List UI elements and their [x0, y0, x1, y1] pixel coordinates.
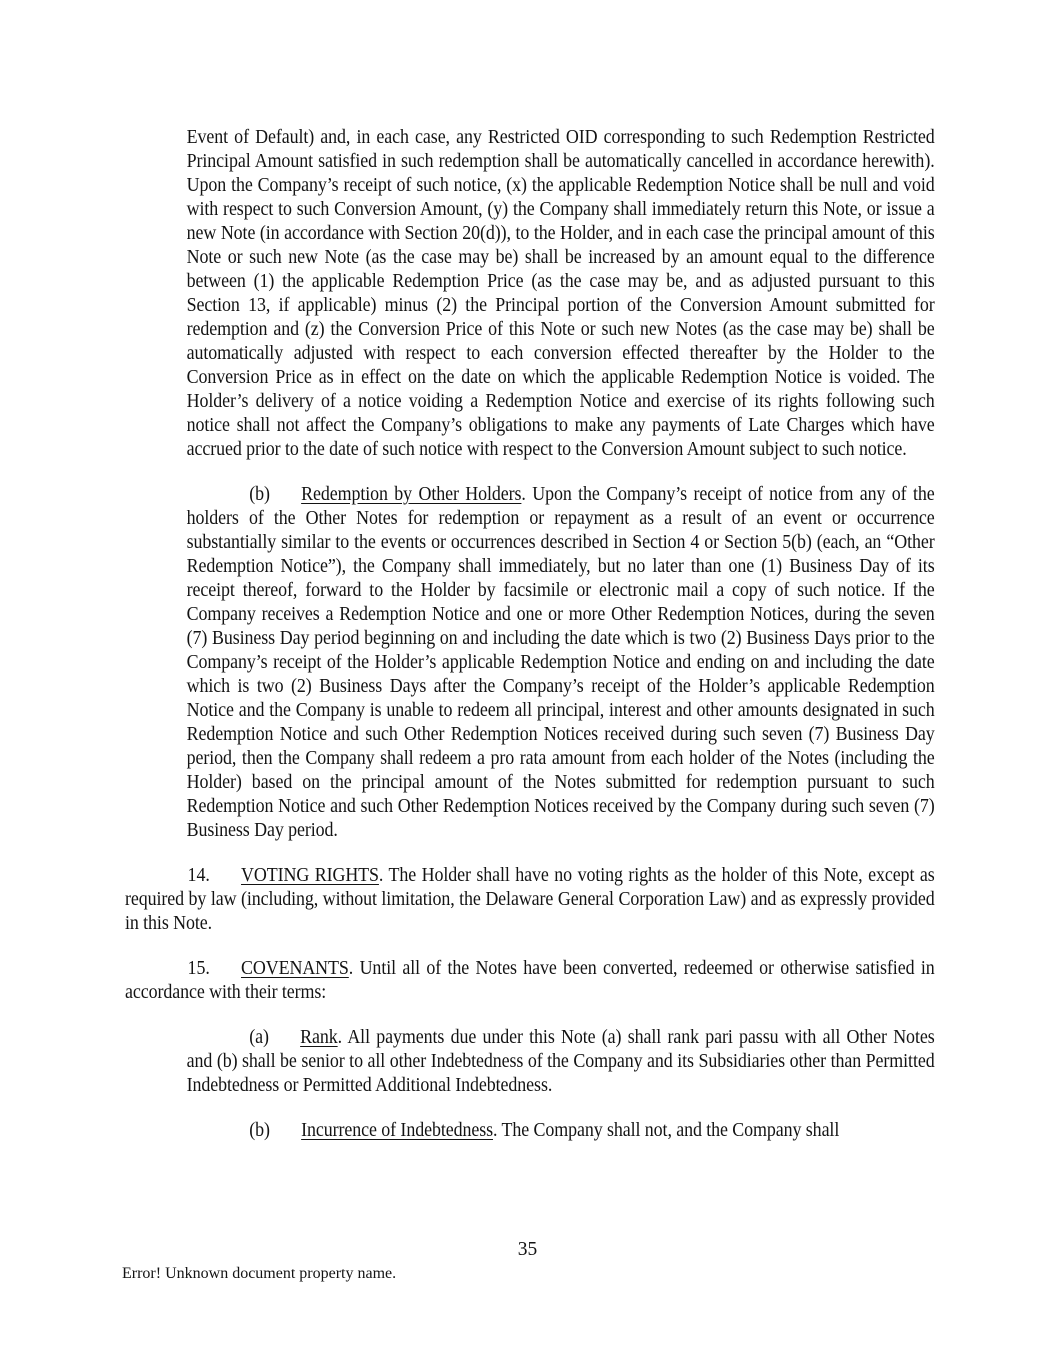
clause-heading: Incurrence of Indebtedness — [301, 1120, 493, 1141]
paragraph-covenant-incurrence-of-indebtedness — [187, 1119, 935, 1143]
section-body: . The Holder shall have no voting rights as the holder of this Note, except as required by law (including, without limitation, the Delaware General Corporation Law) and as expressly provided in this Note. — [125, 865, 935, 934]
document-text-column — [125, 126, 935, 1164]
clause-label: (a) — [249, 1027, 269, 1048]
footer-error-note: Error! Unknown document property name. — [122, 1265, 397, 1282]
clause-body: . The Company shall not, and the Company shall — [493, 1120, 840, 1141]
clause-body: . All payments due under this Note (a) shall rank pari passu with all Other Notes and (b) shall be senior to all other Indebtedness of the Company and its Subsidiaries other than Permitted Indebtedness or Permitted Additional Indebtedness. — [186, 1027, 935, 1096]
section-number: 15. — [187, 958, 210, 979]
clause-label: (b) — [249, 1120, 270, 1141]
section-body: . Until all of the Notes have been converted, redeemed or otherwise satisfied in accordance with their terms: — [125, 958, 935, 1003]
section-heading: COVENANTS — [240, 958, 349, 979]
paragraph-redemption-continuation — [187, 126, 935, 462]
paragraph-section-15-covenants — [125, 957, 935, 1005]
continuation-text: Event of Default) and, in each case, any Restricted OID corresponding to such Redemption Restricted Principal Amount satisfied in such redemption shall be automatically cancelled in accordance herewith). Upon the Company’s receipt of such notice, (x) the applicable Redemption Notice shall be null and void with respect to such Conversion Amount, (y) the Company shall immediately return this Note, or issue a new Note (in accordance with Section 20(d)), to the Holder, and in each case the principal amount of this Note or such new Note (as the case may be) shall be increased by an amount equal to the difference between (1) the applicable Redemption Price (as the case may be, and as adjusted pursuant to this Section 13, if applicable) minus (2) the Principal portion of the Conversion Amount submitted for redemption and (z) the Conversion Price of this Note or such new Notes (as the case may be) shall be automatically adjusted with respect to each conversion effected thereafter by the Holder to the Conversion Price as in effect on the date on which the applicable Redemption Notice is voided. The Holder’s delivery of a notice voiding a Redemption Notice and exercise of its rights following such notice shall not affect the Company’s obligations to make any payments of Late Charges which have accrued prior to the date of such notice with respect to the Conversion Amount subject to such notice. — [186, 127, 935, 460]
clause-label: (b) — [249, 484, 270, 505]
clause-heading: Rank — [300, 1027, 338, 1048]
clause-heading: Redemption by Other Holders — [301, 484, 522, 505]
clause-body: . Upon the Company’s receipt of notice from any of the holders of the Other Notes for redemption or repayment as a result of an event or occurrence substantially similar to the events or occurrences described in Section 4 or Section 5(b) (each, an “Other Redemption Notice”), the Company shall immediately, but no later than one (1) Business Day of its receipt thereof, forward to the Holder by facsimile or electronic mail a copy of such notice. If the Company receives a Redemption Notice and one or more Other Redemption Notices, during the seven (7) Business Day period beginning on and including the date which is two (2) Business Days prior to the Company’s receipt of the Holder’s applicable Redemption Notice and ending on and including the date which is two (2) Business Days after the Company’s receipt of the Holder’s applicable Redemption Notice and the Company is unable to redeem all principal, interest and other amounts designated in such Redemption Notice and such Other Redemption Notices received during such seven (7) Business Day period, then the Company shall redeem a pro rata amount from each holder of the Notes (including the Holder) based on the principal amount of the Notes submitted for redemption pursuant to such Redemption Notice and such Other Redemption Notices received by the Company during such seven (7) Business Day period. — [186, 484, 935, 841]
paragraph-redemption-by-other-holders — [187, 483, 935, 843]
page-number: 35 — [517, 1239, 538, 1260]
paragraph-covenant-rank — [187, 1026, 935, 1098]
section-heading: VOTING RIGHTS — [240, 865, 379, 886]
paragraph-section-14-voting-rights — [125, 864, 935, 936]
section-number: 14. — [187, 865, 210, 886]
